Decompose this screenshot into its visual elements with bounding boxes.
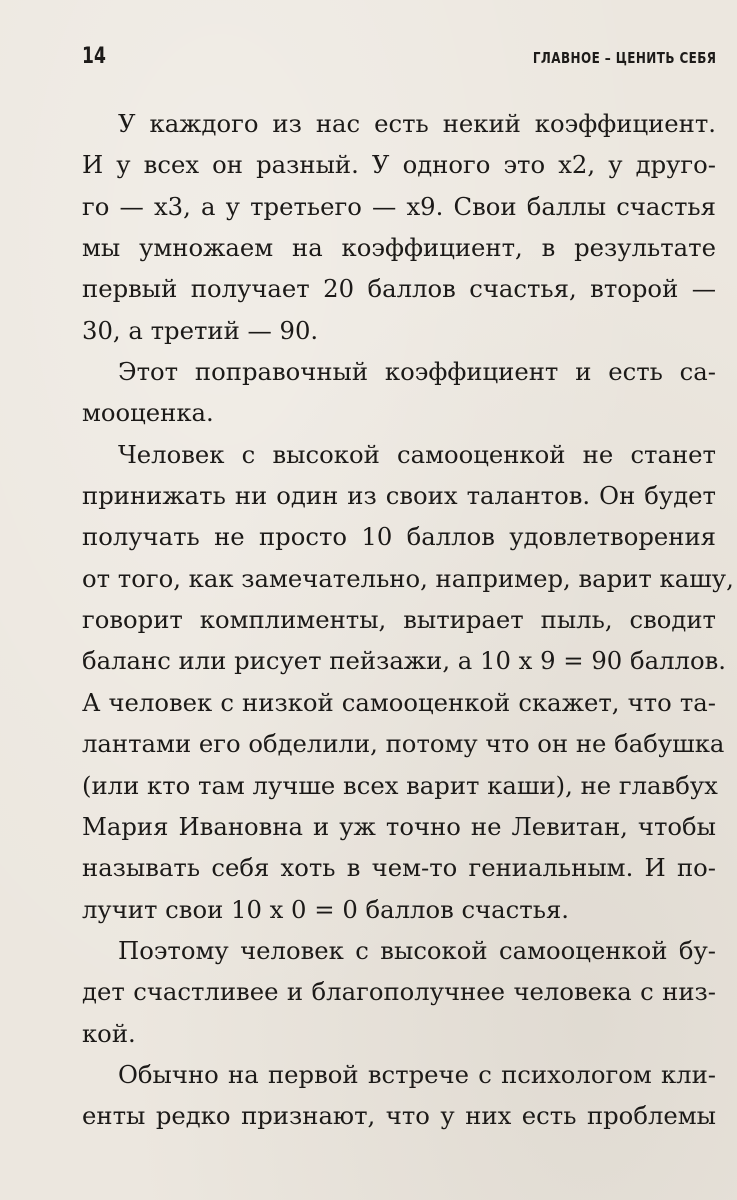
text-line: И у всех он разный. У одного это х2, у друго-: [82, 150, 716, 180]
text-line: го — х3, а у третьего — х9. Свои баллы счастья: [82, 191, 716, 221]
body-text: [82, 103, 734, 1137]
running-head: [82, 44, 716, 78]
paragraph-4: [82, 930, 716, 1054]
text-line: говорит комплименты, вытирает пыль, сводит: [82, 605, 716, 635]
paragraph-3: [82, 434, 734, 930]
paragraph-2: [82, 351, 716, 434]
text-line: Поэтому человек с высокой самооценкой бу-: [118, 935, 716, 965]
paragraph-5: [82, 1054, 716, 1137]
text-line: от того, как замечательно, например, варит кашу,: [82, 563, 734, 593]
text-line: енты редко признают, что у них есть проблемы: [82, 1101, 716, 1131]
text-line: А человек с низкой самооценкой скажет, что та-: [82, 687, 716, 717]
text-line: Этот поправочный коэффициент и есть са-: [118, 357, 716, 387]
text-line: кой.: [82, 1018, 136, 1048]
text-line: мы умножаем на коэффициент, в результате: [82, 233, 716, 263]
text-line: лантами его обделили, потому что он не бабушка: [82, 729, 725, 759]
text-line: получать не просто 10 баллов удовлетворения: [82, 522, 716, 552]
page-number: 14: [82, 44, 106, 69]
text-line: (или кто там лучше всех варит каши), не главбух: [82, 770, 718, 800]
text-line: первый получает 20 баллов счастья, второй —: [82, 274, 716, 304]
text-line: называть себя хоть в чем-то гениальным. И по-: [82, 853, 716, 883]
text-line: Обычно на первой встрече с психологом кли-: [118, 1059, 716, 1089]
paragraph-1: [82, 103, 716, 351]
text-line: мооценка.: [82, 398, 214, 428]
text-line: баланс или рисует пейзажи, а 10 х 9 = 90 баллов.: [82, 646, 726, 676]
text-line: Человек с высокой самооценкой не станет: [118, 439, 716, 469]
text-line: лучит свои 10 х 0 = 0 баллов счастья.: [82, 894, 569, 924]
text-line: 30, а третий — 90.: [82, 315, 319, 345]
text-line: принижать ни один из своих талантов. Он будет: [82, 481, 716, 511]
text-line: У каждого из нас есть некий коэффициент.: [118, 109, 716, 138]
text-line: Мария Ивановна и уж точно не Левитан, чтобы: [82, 811, 716, 841]
chapter-title: ГЛАВНОЕ – ЦЕНИТЬ СЕБЯ: [532, 49, 716, 67]
text-line: дет счастливее и благополучнее человека с низ-: [82, 977, 716, 1007]
